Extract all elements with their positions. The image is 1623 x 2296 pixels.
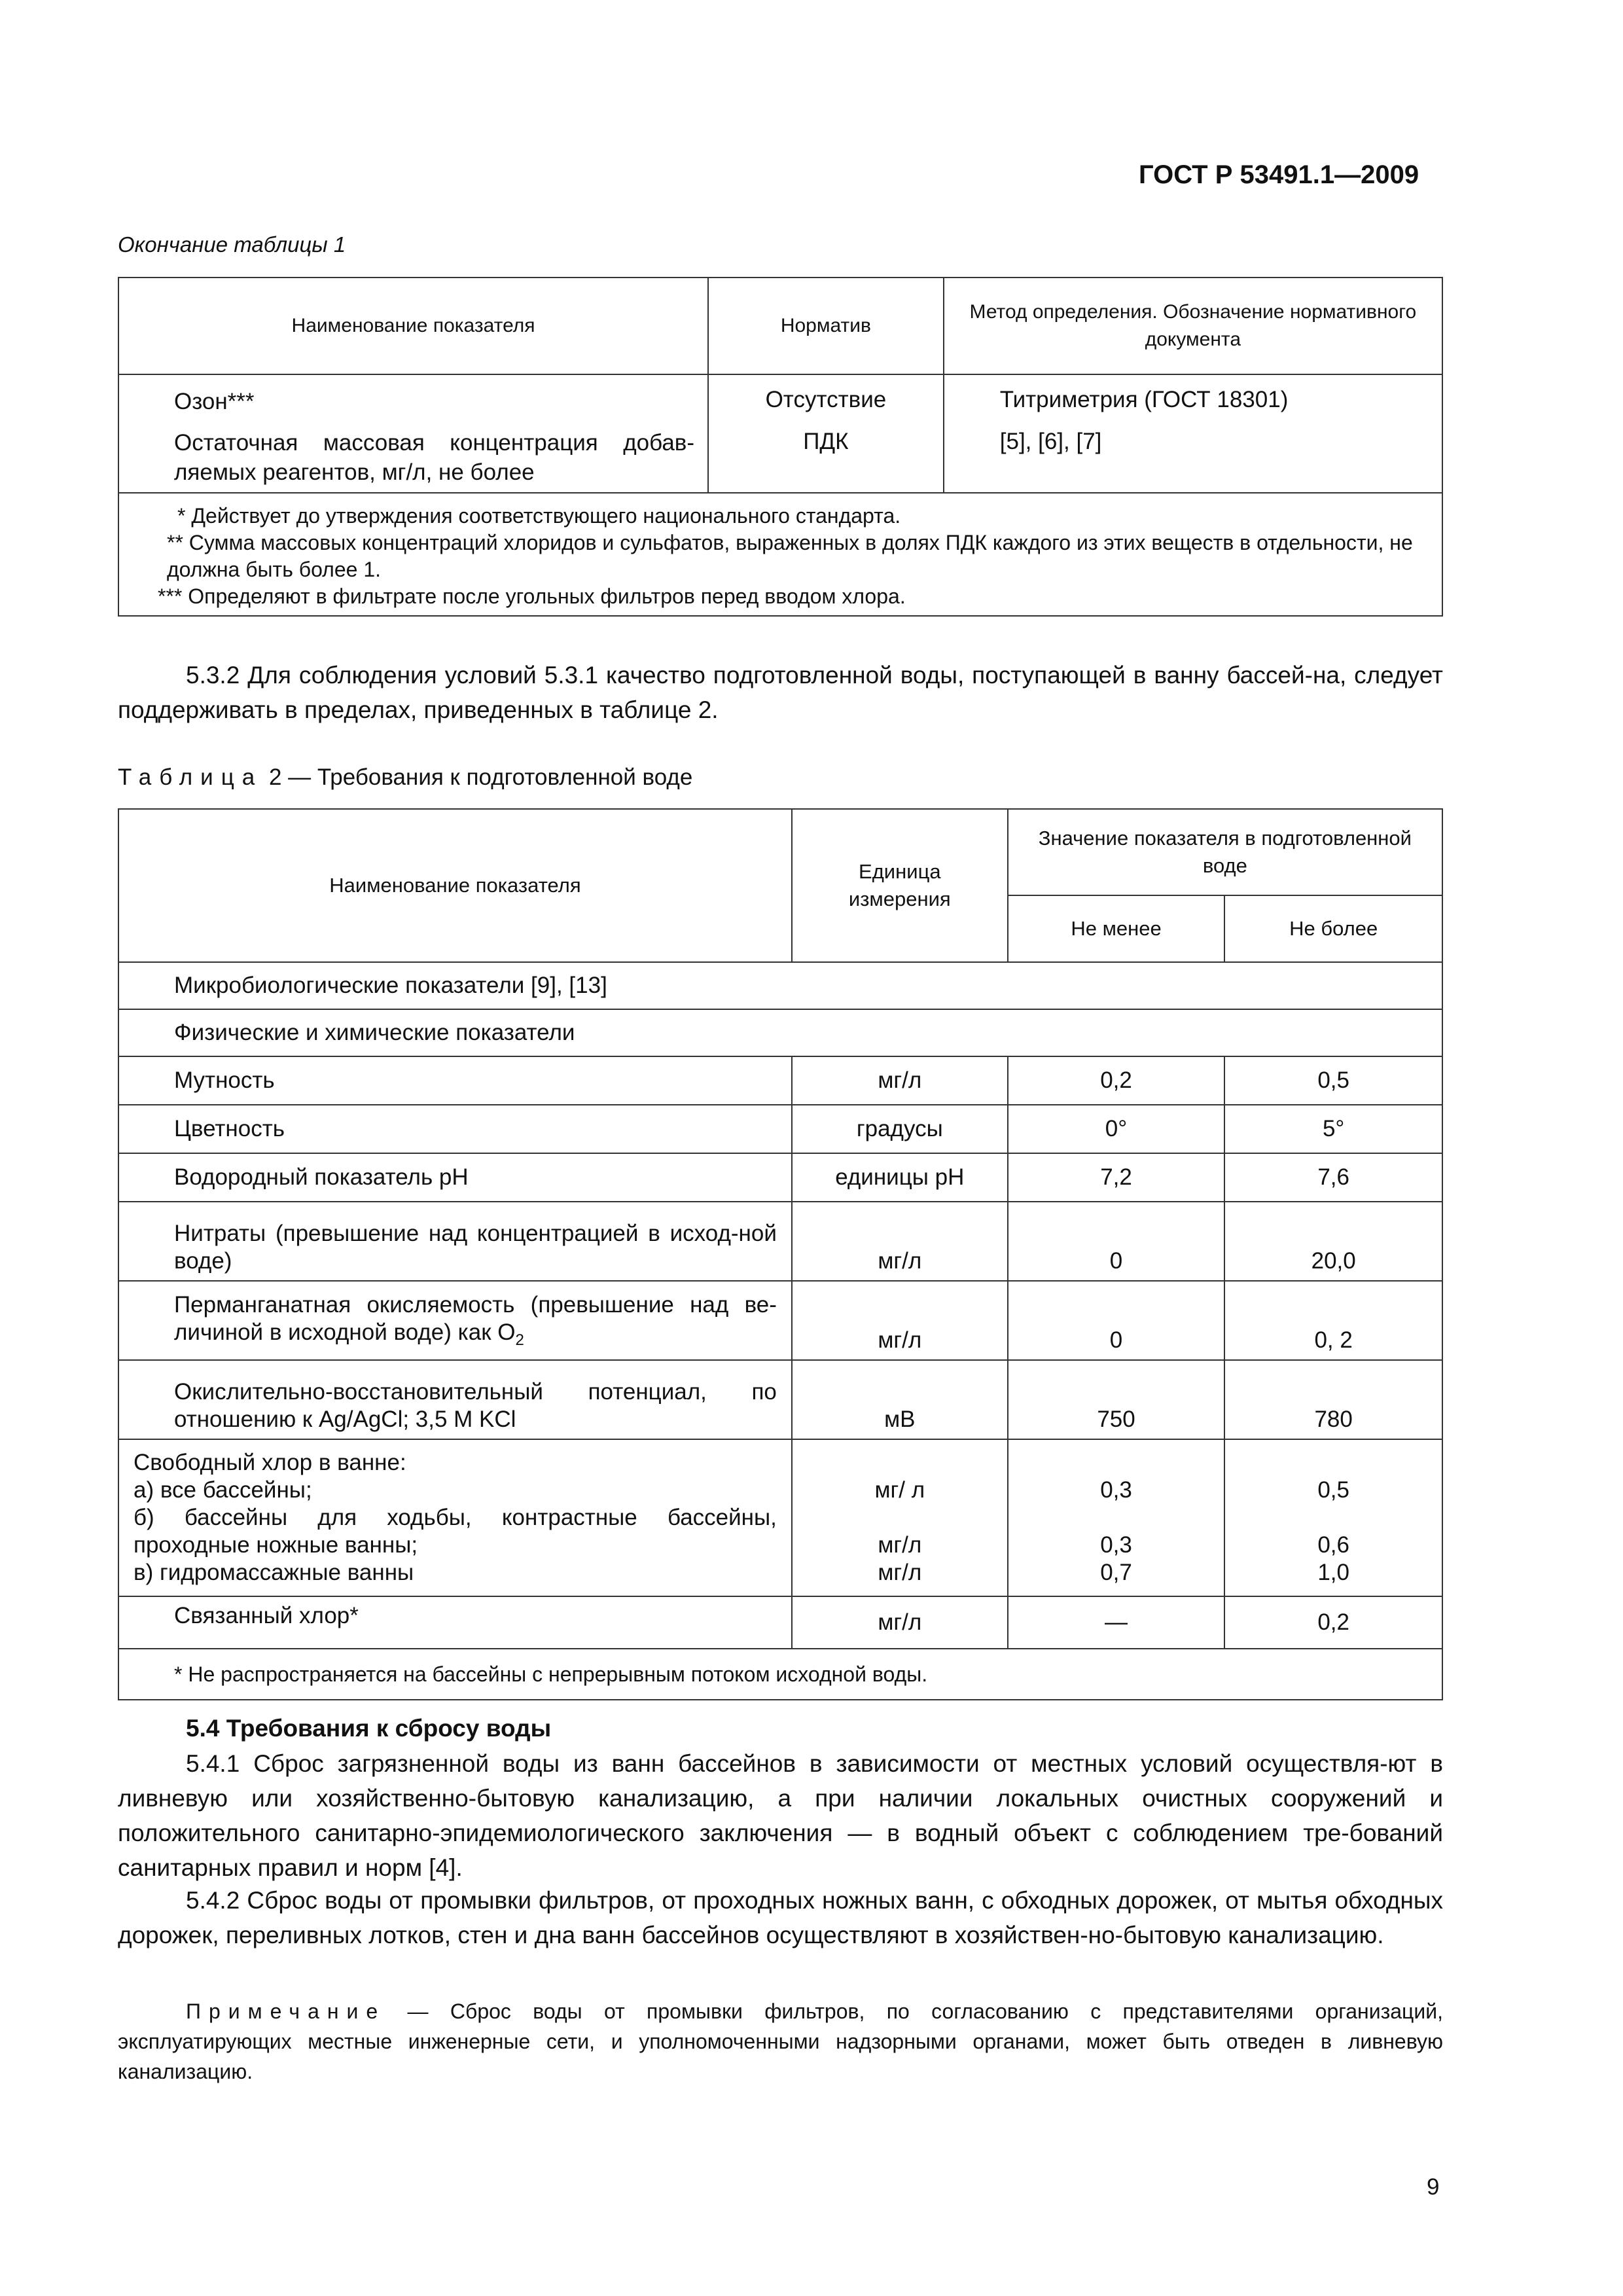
t2-cell-max: 5°	[1224, 1105, 1442, 1153]
t2-cell-name: Перманганатная окисляемость (превышение над ве-личиной в исходной воде) как $O_2$	[118, 1281, 792, 1360]
table-row	[118, 1009, 1442, 1056]
t2-header-max: Не более	[1224, 895, 1442, 962]
t2-cell-name	[118, 1439, 792, 1596]
chlorine-item-b: б) бассейны для ходьбы, контрастные бассейны, проходные ножные ванны;	[134, 1505, 777, 1558]
subscript-2: 2	[515, 1331, 524, 1349]
table-row	[118, 1281, 1442, 1360]
t2-cell-min: 0°	[1008, 1105, 1225, 1153]
table1-note-2: ** Сумма массовых концентраций хлоридов и сульфатов, выраженных в долях ПДК каждого из этих веществ в отдельности, не должна быть более 1.	[167, 531, 1413, 581]
t2-cell-max: 0, 2	[1224, 1281, 1442, 1360]
table2-note-row	[118, 1649, 1442, 1700]
table2-caption	[118, 764, 692, 791]
t2-section-physchem: Физические и химические показатели	[118, 1009, 1442, 1056]
t2-cell-name: Нитраты (превышение над концентрацией в исход-ной воде)	[118, 1202, 792, 1281]
table-row	[118, 1596, 1442, 1649]
paragraph-5-4-1: 5.4.1 Сброс загрязненной воды из ванн бассейнов в зависимости от местных условий осуществля-ют в ливневую или хозяйственно-бытовую канализацию, а при наличии локальных очистных сооружений и положительного санитарно-эпидемиологического заключения — в водный объект с соблюдением тре-бований санитарных правил и норм [4].	[118, 1750, 1443, 1881]
table-2	[118, 808, 1443, 1700]
table1-notes	[118, 493, 1442, 616]
table-1	[118, 277, 1443, 617]
t2-cell-min: 0	[1008, 1202, 1225, 1281]
table-row	[118, 1202, 1442, 1281]
paragraph-5-4-2: 5.4.2 Сброс воды от промывки фильтров, от проходных ножных ванн, с обходных дорожек, от мытья обходных дорожек, переливных лотков, стен и дна ванн бассейнов осуществляют в хозяйствен-но-бытовую канализацию.	[118, 1887, 1443, 1948]
chlorine-title: Свободный хлор в ванне:	[134, 1450, 406, 1475]
table-row	[118, 428, 1442, 493]
table-row	[118, 962, 1442, 1009]
table-row	[118, 374, 1442, 428]
t2-cell-unit: мг/л	[792, 1056, 1008, 1105]
table-row	[118, 1153, 1442, 1202]
section-5-4-heading: 5.4 Требования к сбросу воды	[186, 1715, 552, 1742]
t2-cell-max: 20,0	[1224, 1202, 1442, 1281]
document-code: ГОСТ Р 53491.1—2009	[1139, 160, 1419, 189]
table2-note: * Не распространяется на бассейны с непрерывным потоком исходной воды.	[118, 1649, 1442, 1700]
note-word: Примечание	[186, 2000, 386, 2023]
table1-note-1: * Действует до утверждения соответствующего национального стандарта.	[177, 504, 901, 528]
table1-note-3: *** Определяют в фильтрате после угольных фильтров перед вводом хлора.	[158, 584, 906, 608]
t2-header-min: Не менее	[1008, 895, 1225, 962]
t2-cell-unit: мг/л	[792, 1281, 1008, 1360]
t1-header-method: Метод определения. Обозначение нормативного документа	[944, 278, 1442, 374]
table2-header-row	[118, 809, 1442, 895]
t2-cell-unit: мВ	[792, 1360, 1008, 1439]
t2-cell-min: 750	[1008, 1360, 1225, 1439]
t2-cell-min: 0	[1008, 1281, 1225, 1360]
chlorine-item-a: а) все бассейны;	[134, 1477, 312, 1503]
t2-cell-max: 7,6	[1224, 1153, 1442, 1202]
t2-section-microbiology: Микробиологические показатели [9], [13]	[118, 962, 1442, 1009]
t1-cell-method: Титриметрия (ГОСТ 18301)	[944, 374, 1442, 428]
t2-cell-max: 0,5 0,6 1,0	[1224, 1439, 1442, 1596]
t2-cell-unit: единицы pH	[792, 1153, 1008, 1202]
t1-cell-name: Остаточная массовая концентрация добав-ляемых реагентов, мг/л, не более	[118, 428, 708, 493]
table-row	[118, 1439, 1442, 1596]
t2-cell-name: Связанный хлор*	[118, 1596, 792, 1649]
t2-header-value-group: Значение показателя в подготовленной воде	[1008, 809, 1442, 895]
t2-cell-unit: мг/ л мг/л мг/л	[792, 1439, 1008, 1596]
t1-header-name: Наименование показателя	[118, 278, 708, 374]
t2-cell-max: 0,2	[1224, 1596, 1442, 1649]
t2-cell-name: Окислительно-восстановительный потенциал, по отношению к Ag/AgCl; 3,5 M KCl	[118, 1360, 792, 1439]
table-row	[118, 1105, 1442, 1153]
t2-cell-max: 0,5	[1224, 1056, 1442, 1105]
t2-cell-name: Водородный показатель pH	[118, 1153, 792, 1202]
table1-header-row	[118, 278, 1442, 374]
t2-cell-min: 0,3 0,3 0,7	[1008, 1439, 1225, 1596]
table2-caption-title: 2 — Требования к подготовленной воде	[262, 764, 693, 790]
t1-cell-norm: ПДК	[708, 428, 944, 493]
t2-header-name: Наименование показателя	[118, 809, 792, 962]
table2-caption-word: Таблица	[118, 764, 263, 790]
t2-cell-unit: мг/л	[792, 1202, 1008, 1281]
t1-cell-method: [5], [6], [7]	[944, 428, 1442, 493]
table-row	[118, 1056, 1442, 1105]
table-row	[118, 1360, 1442, 1439]
paragraph-5-3-2: 5.3.2 Для соблюдения условий 5.3.1 качество подготовленной воды, поступающей в ванну бассей-на, следует поддерживать в пределах, приведенных в таблице 2.	[118, 662, 1443, 723]
t1-cell-name: Озон***	[118, 374, 708, 428]
t1-cell-norm: Отсутствие	[708, 374, 944, 428]
t2-cell-min: —	[1008, 1596, 1225, 1649]
t2-header-unit: Единица измерения	[792, 809, 1008, 962]
page-number: 9	[1427, 2174, 1440, 2200]
table1-caption: Окончание таблицы 1	[118, 232, 346, 257]
t2-cell-unit: градусы	[792, 1105, 1008, 1153]
chlorine-item-c: в) гидромассажные ванны	[134, 1560, 414, 1585]
section-note	[118, 1996, 1443, 2087]
t2-cell-max: 780	[1224, 1360, 1442, 1439]
t2-cell-min: 7,2	[1008, 1153, 1225, 1202]
table1-notes-row	[118, 493, 1442, 616]
t2-cell-name: Мутность	[118, 1056, 792, 1105]
t1-header-norm: Норматив	[708, 278, 944, 374]
t2-cell-name: Цветность	[118, 1105, 792, 1153]
note-text: — Сброс воды от промывки фильтров, по согласованию с представителями организаций, эксплуатирующих местные инженерные сети, и уполномоченными надзорными органами, может быть отведен в ливневую канализацию.	[118, 2000, 1443, 2083]
t2-cell-unit: мг/л	[792, 1596, 1008, 1649]
t2-cell-min: 0,2	[1008, 1056, 1225, 1105]
